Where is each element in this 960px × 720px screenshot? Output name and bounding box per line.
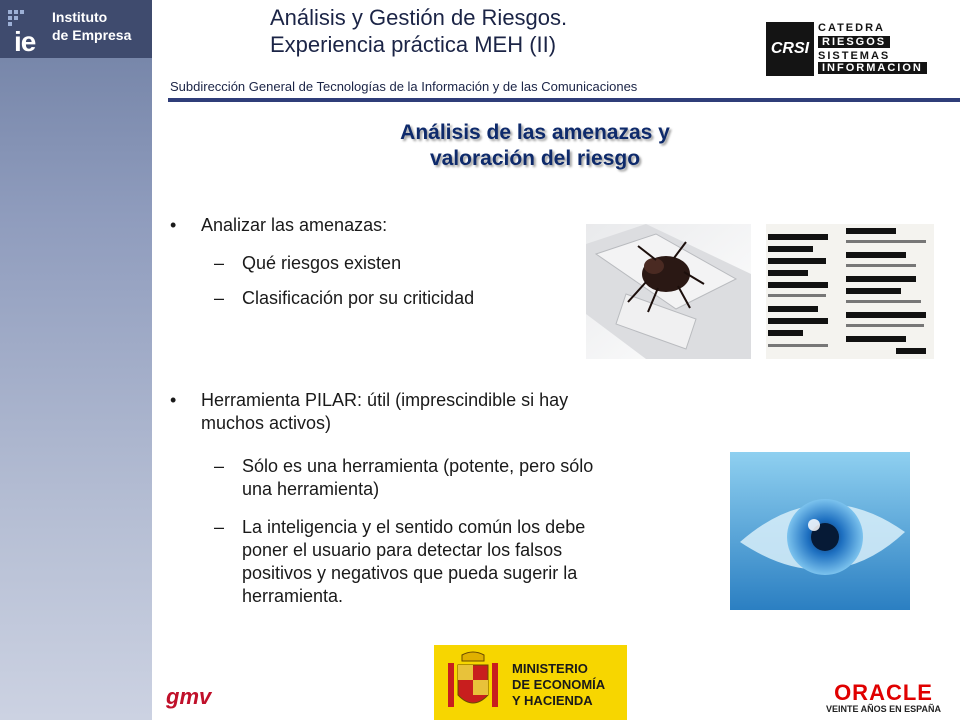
crsi-logo	[766, 22, 942, 76]
sub-bullet-1-text: Qué riesgos existen	[242, 253, 402, 273]
dash-marker: –	[214, 288, 225, 308]
page-subtitle: Subdirección General de Tecnologías de la Información y de las Comunicaciones	[170, 79, 638, 94]
ie-logo-name	[52, 8, 131, 44]
sub-bullet-2	[214, 287, 474, 310]
sub-bullet-4	[214, 516, 585, 608]
ministerio-text	[512, 661, 605, 709]
title-line-2: Experiencia práctica MEH (II)	[270, 32, 557, 57]
bullet-2	[170, 389, 568, 435]
bullet-marker: •	[170, 215, 177, 235]
bullet-marker: •	[170, 390, 177, 410]
crsi-row-2: RIESGOS	[818, 36, 890, 48]
left-sidebar	[0, 0, 152, 720]
crsi-box: CRSI	[766, 22, 814, 76]
ministerio-logo	[434, 645, 627, 720]
sub-bullet-1	[214, 252, 401, 275]
crsi-row-1: CATEDRA	[818, 22, 885, 34]
ie-logo-line1: Instituto	[52, 9, 108, 25]
eye-image	[730, 452, 910, 610]
sub-bullet-4-line-3: positivos y negativos que pueda sugerir la	[242, 563, 578, 583]
crsi-row-4: INFORMACION	[818, 62, 927, 74]
crsi-row-3: SISTEMAS	[818, 50, 891, 62]
sub-bullet-4-line-4: herramienta.	[242, 586, 344, 606]
bullet-2-line-1: Herramienta PILAR: útil (imprescindible si hay	[201, 390, 569, 410]
oracle-logo	[826, 682, 941, 714]
oracle-tagline: VEINTE AÑOS EN ESPAÑA	[826, 704, 942, 714]
sub-bullet-2-text: Clasificación por su criticidad	[242, 288, 475, 308]
ministerio-line-1: MINISTERIO	[512, 661, 588, 676]
bug-on-keyboard-image	[586, 224, 751, 359]
header-divider	[168, 98, 960, 102]
sub-bullet-3-line-2: una herramienta)	[242, 479, 380, 499]
dash-marker: –	[214, 253, 225, 273]
gmv-logo: gmv	[166, 684, 212, 709]
sub-bullet-4-line-2: poner el usuario para detectar los falsos	[242, 540, 563, 560]
page-title	[270, 4, 690, 58]
sub-bullet-4-line-1: La inteligencia y el sentido común los debe	[242, 517, 586, 537]
redacted-document-image	[766, 224, 934, 359]
dash-marker: –	[214, 517, 225, 537]
sub-bullet-3-line-1: Sólo es una herramienta (potente, pero sólo	[242, 456, 594, 476]
section-heading-line-2: valoración del riesgo	[429, 147, 641, 170]
dash-marker: –	[214, 456, 225, 476]
bullet-1	[170, 214, 387, 237]
ministerio-line-3: Y HACIENDA	[512, 693, 593, 708]
ie-logo-line2: de Empresa	[52, 27, 132, 43]
bullet-2-line-2: muchos activos)	[201, 413, 332, 433]
sub-bullet-3	[214, 455, 593, 501]
oracle-wordmark: ORACLE	[834, 680, 933, 705]
spain-crest-icon	[442, 651, 504, 715]
bullet-1-text: Analizar las amenazas:	[201, 215, 388, 235]
title-line-1: Análisis y Gestión de Riesgos.	[270, 5, 568, 30]
ie-logo-mark: ie	[14, 26, 36, 57]
section-heading	[330, 120, 740, 172]
ministerio-line-2: DE ECONOMÍA	[512, 677, 606, 692]
section-heading-line-1: Análisis de las amenazas y	[400, 121, 670, 144]
ie-logo	[0, 0, 152, 58]
